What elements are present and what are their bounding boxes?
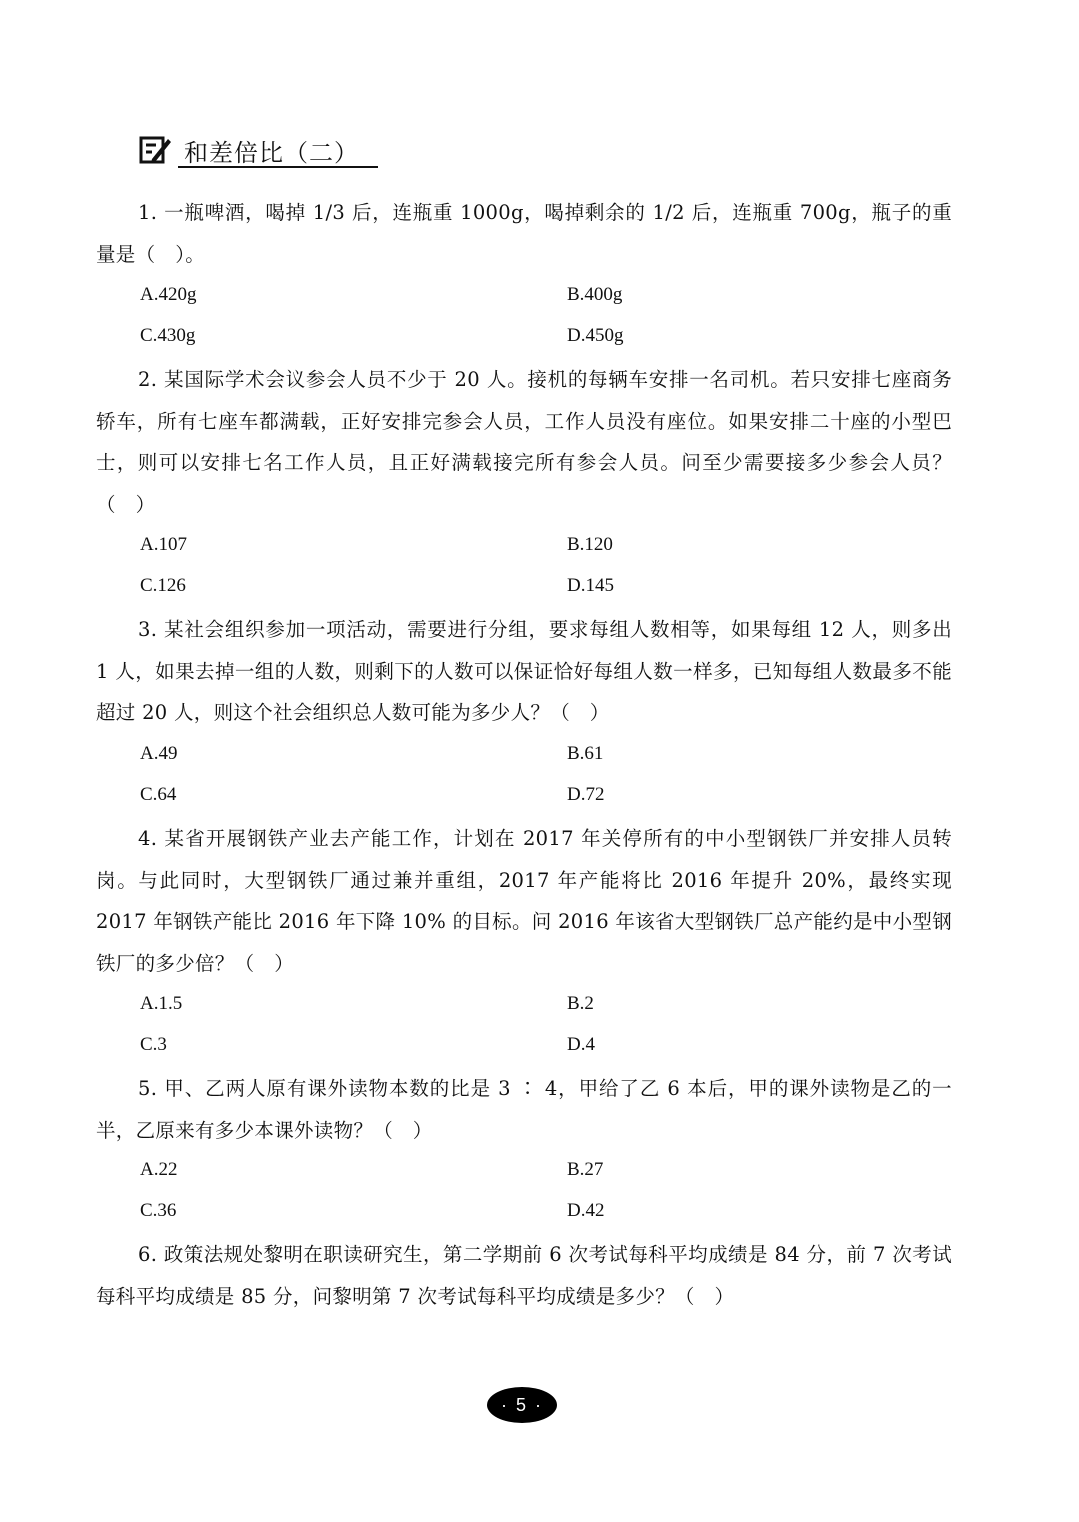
- section-heading: [138, 130, 359, 170]
- page-number-badge: · 5 ·: [487, 1387, 557, 1423]
- option-d: D.145: [567, 575, 614, 596]
- question-3: 3. 某社会组织参加一项活动，需要进行分组，要求每组人数相等，如果每组 12 人，则多出 1 人，如果去掉一组的人数，则剩下的人数可以保证恰好每组人数一样多，已知每组人数最多不能超过 20 人，则这个社会组织总人数可能为多少人？（ ）: [96, 618, 952, 724]
- option-b: B.2: [567, 993, 594, 1014]
- option-d: D.450g: [567, 325, 624, 346]
- option-a: A.49: [140, 743, 178, 764]
- option-b: B.400g: [567, 284, 623, 305]
- question-5: 5. 甲、乙两人原有课外读物本数的比是 3 ∶ 4，甲给了乙 6 本后，甲的课外读物是乙的一半，乙原来有多少本课外读物？（ ）: [96, 1077, 952, 1142]
- option-c: C.3: [140, 1034, 167, 1055]
- option-d: D.4: [567, 1034, 595, 1055]
- option-a: A.1.5: [140, 993, 183, 1014]
- section-title: 和差倍比（二）: [184, 138, 359, 167]
- question-1: 1. 一瓶啤酒，喝掉 1/3 后，连瓶重 1000g，喝掉剩余的 1/2 后，连瓶重 700g，瓶子的重量是（ ）。: [96, 201, 952, 266]
- option-d: D.42: [567, 1200, 605, 1221]
- heading-underline: [178, 166, 378, 168]
- option-c: C.64: [140, 784, 177, 805]
- option-c: C.430g: [140, 325, 196, 346]
- option-b: B.120: [567, 534, 613, 555]
- option-a: A.22: [140, 1159, 178, 1180]
- edit-note-icon: [138, 133, 172, 167]
- question-2: 2. 某国际学术会议参会人员不少于 20 人。接机的每辆车安排一名司机。若只安排七座商务轿车，所有七座车都满载，正好安排完参会人员，工作人员没有座位。如果安排二十座的小型巴士，则可以安排七名工作人员，且正好满载接完所有参会人员。问至少需要接多少参会人员？（ ）: [96, 368, 952, 516]
- option-a: A.107: [140, 534, 187, 555]
- option-b: B.27: [567, 1159, 604, 1180]
- option-c: C.126: [140, 575, 186, 596]
- question-4: 4. 某省开展钢铁产业去产能工作，计划在 2017 年关停所有的中小型钢铁厂并安排人员转岗。与此同时，大型钢铁厂通过兼并重组，2017 年产能将比 2016 年提升 20%，最终实现 2017 年钢铁产能比 2016 年下降 10% 的目标。问 2016 年该省大型钢铁厂总产能约是中小型钢铁厂的多少倍？（ ）: [96, 827, 953, 975]
- option-c: C.36: [140, 1200, 177, 1221]
- option-d: D.72: [567, 784, 605, 805]
- option-a: A.420g: [140, 284, 197, 305]
- option-b: B.61: [567, 743, 604, 764]
- question-6: 6. 政策法规处黎明在职读研究生，第二学期前 6 次考试每科平均成绩是 84 分，前 7 次考试每科平均成绩是 85 分，问黎明第 7 次考试每科平均成绩是多少？（ ）: [96, 1243, 952, 1308]
